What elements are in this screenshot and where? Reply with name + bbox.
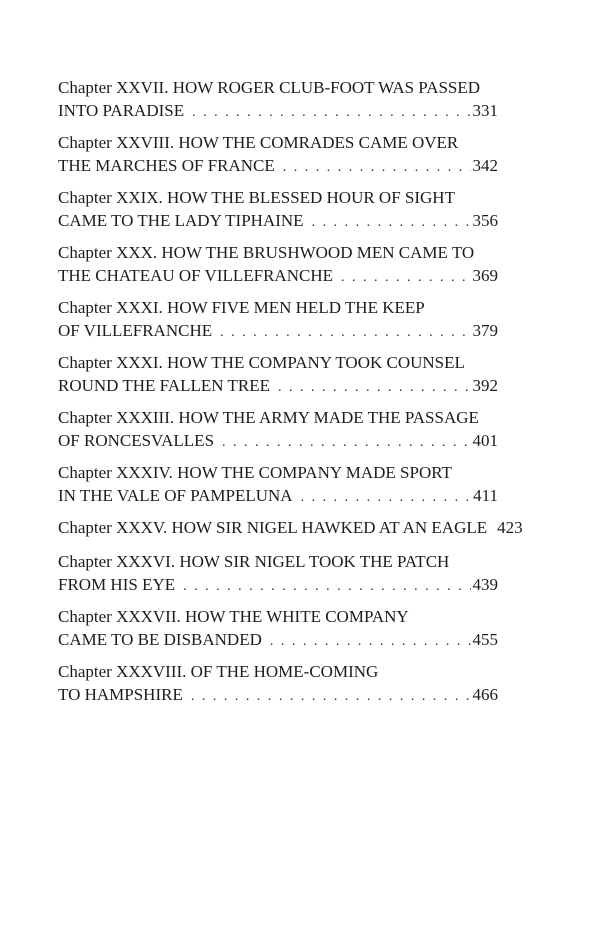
chapter-title-line: Chapter XXXIII. HOW THE ARMY MADE THE PASSAGE: [58, 408, 479, 427]
dot-leader: [191, 685, 471, 708]
chapter-title-continuation: CAME TO THE LADY TIPHAINE: [58, 211, 304, 230]
dot-leader: [278, 376, 470, 399]
chapter-title-line: Chapter XXIX. HOW THE BLESSED HOUR OF SIGHT: [58, 188, 455, 207]
chapter-title-continuation: IN THE VALE OF PAMPELUNA: [58, 486, 293, 505]
toc-entry-chapter-31: [58, 296, 498, 344]
dot-leader: [301, 486, 472, 509]
chapter-title-continuation: TO HAMPSHIRE: [58, 685, 183, 704]
page-number: 466: [472, 685, 498, 704]
chapter-title-line: Chapter XXX. HOW THE BRUSHWOOD MEN CAME TO: [58, 243, 475, 262]
page-number: 356: [472, 211, 498, 230]
page-number: 379: [472, 321, 498, 340]
chapter-title-line: Chapter XXXIV. HOW THE COMPANY MADE SPORT: [58, 463, 452, 482]
toc-entry-chapter-29: [58, 186, 498, 234]
dot-leader: [220, 321, 470, 344]
chapter-title-line: Chapter XXVIII. HOW THE COMRADES CAME OVER: [58, 133, 459, 152]
toc-entry-chapter-27: [58, 76, 498, 124]
dot-leader: [222, 431, 470, 454]
dot-leader: [270, 630, 471, 653]
page-number: 423: [497, 518, 523, 537]
toc-entry-chapter-28: [58, 131, 498, 179]
toc-entry-chapter-33: [58, 406, 498, 454]
chapter-title-continuation: ROUND THE FALLEN TREE: [58, 376, 271, 395]
chapter-title-continuation: OF RONCESVALLES: [58, 431, 215, 450]
chapter-title-line: Chapter XXVII. HOW ROGER CLUB-FOOT WAS PASSED: [58, 78, 481, 97]
dot-leader: [283, 156, 471, 179]
toc-entry-chapter-30: [58, 241, 498, 289]
dot-leader: [312, 211, 471, 234]
toc-entry-chapter-35: [58, 516, 523, 541]
dot-leader: [183, 575, 470, 598]
dot-leader: [341, 266, 471, 289]
page-number: 455: [472, 630, 498, 649]
chapter-title-continuation: CAME TO BE DISBANDED: [58, 630, 262, 649]
toc-entry-chapter-38: [58, 660, 498, 708]
toc-entry-chapter-36: [58, 550, 498, 598]
chapter-title-continuation: THE MARCHES OF FRANCE: [58, 156, 275, 175]
page-number: 369: [472, 266, 498, 285]
page-number: 331: [472, 101, 498, 120]
page-number: 342: [472, 156, 498, 175]
chapter-title-line: Chapter XXXVIII. OF THE HOME-COMING: [58, 662, 379, 681]
chapter-title-line: Chapter XXXV. HOW SIR NIGEL HAWKED AT AN EAGLE: [58, 518, 488, 537]
page-number: 439: [472, 575, 498, 594]
dot-leader: [192, 101, 470, 124]
chapter-title-continuation: THE CHATEAU OF VILLEFRANCHE: [58, 266, 333, 285]
page-number: 401: [472, 431, 498, 450]
toc-entry-chapter-32: [58, 351, 498, 399]
chapter-title-continuation: FROM HIS EYE: [58, 575, 176, 594]
page-number: 411: [473, 486, 498, 505]
chapter-title-line: Chapter XXXI. HOW THE COMPANY TOOK COUNSEL: [58, 353, 465, 372]
chapter-title-continuation: OF VILLEFRANCHE: [58, 321, 213, 340]
chapter-title-continuation: INTO PARADISE: [58, 101, 185, 120]
toc-entry-chapter-37: [58, 605, 498, 653]
chapter-title-line: Chapter XXXI. HOW FIVE MEN HELD THE KEEP: [58, 298, 425, 317]
toc-entry-chapter-34: [58, 461, 498, 509]
chapter-title-line: Chapter XXXVII. HOW THE WHITE COMPANY: [58, 607, 409, 626]
page-number: 392: [472, 376, 498, 395]
chapter-title-line: Chapter XXXVI. HOW SIR NIGEL TOOK THE PATCH: [58, 552, 450, 571]
table-of-contents: [58, 76, 523, 715]
